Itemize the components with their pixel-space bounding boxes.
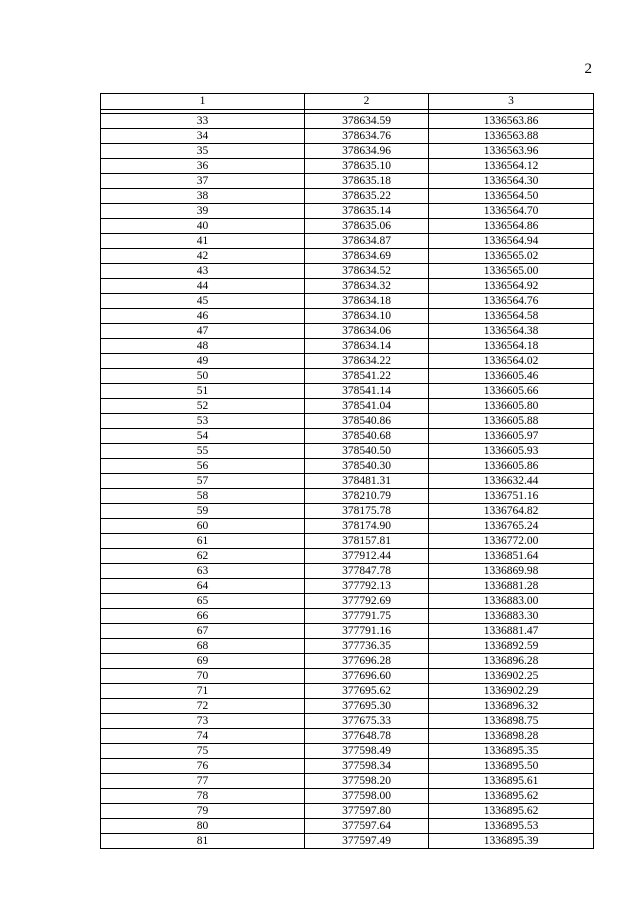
cell-y-coordinate: 1336565.00 — [429, 264, 594, 279]
cell-y-coordinate: 1336883.30 — [429, 609, 594, 624]
table-row — [101, 189, 594, 204]
cell-point-number: 67 — [101, 624, 305, 639]
table-row — [101, 534, 594, 549]
cell-x-coordinate: 378634.32 — [305, 279, 429, 294]
cell-point-number: 70 — [101, 669, 305, 684]
cell-x-coordinate: 378634.18 — [305, 294, 429, 309]
cell-x-coordinate: 377792.69 — [305, 594, 429, 609]
table-row — [101, 294, 594, 309]
cell-point-number: 59 — [101, 504, 305, 519]
cell-y-coordinate: 1336564.30 — [429, 174, 594, 189]
cell-point-number: 69 — [101, 654, 305, 669]
cell-x-coordinate: 377598.49 — [305, 744, 429, 759]
table-row — [101, 474, 594, 489]
cell-x-coordinate: 378634.87 — [305, 234, 429, 249]
cell-x-coordinate: 378634.76 — [305, 129, 429, 144]
table-row — [101, 654, 594, 669]
table-row — [101, 264, 594, 279]
table-row — [101, 789, 594, 804]
cell-x-coordinate: 377598.20 — [305, 774, 429, 789]
cell-point-number: 41 — [101, 234, 305, 249]
cell-y-coordinate: 1336564.18 — [429, 339, 594, 354]
table-row — [101, 249, 594, 264]
table-row — [101, 429, 594, 444]
cell-y-coordinate: 1336564.02 — [429, 354, 594, 369]
table-row — [101, 594, 594, 609]
cell-y-coordinate: 1336605.46 — [429, 369, 594, 384]
table-row — [101, 609, 594, 624]
cell-x-coordinate: 377695.30 — [305, 699, 429, 714]
header-cell-y: 3 — [429, 94, 594, 110]
table-row — [101, 324, 594, 339]
cell-point-number: 40 — [101, 219, 305, 234]
cell-point-number: 66 — [101, 609, 305, 624]
cell-y-coordinate: 1336605.97 — [429, 429, 594, 444]
cell-x-coordinate: 378634.59 — [305, 114, 429, 129]
table-row — [101, 549, 594, 564]
cell-y-coordinate: 1336892.59 — [429, 639, 594, 654]
table-row — [101, 399, 594, 414]
cell-point-number: 75 — [101, 744, 305, 759]
cell-y-coordinate: 1336881.28 — [429, 579, 594, 594]
cell-point-number: 55 — [101, 444, 305, 459]
cell-y-coordinate: 1336764.82 — [429, 504, 594, 519]
cell-y-coordinate: 1336563.88 — [429, 129, 594, 144]
cell-x-coordinate: 378157.81 — [305, 534, 429, 549]
cell-point-number: 62 — [101, 549, 305, 564]
cell-x-coordinate: 378481.31 — [305, 474, 429, 489]
cell-point-number: 68 — [101, 639, 305, 654]
cell-y-coordinate: 1336564.70 — [429, 204, 594, 219]
table-row — [101, 174, 594, 189]
cell-x-coordinate: 378540.68 — [305, 429, 429, 444]
cell-y-coordinate: 1336605.93 — [429, 444, 594, 459]
cell-y-coordinate: 1336605.88 — [429, 414, 594, 429]
cell-y-coordinate: 1336772.00 — [429, 534, 594, 549]
cell-x-coordinate: 378634.69 — [305, 249, 429, 264]
cell-point-number: 52 — [101, 399, 305, 414]
table-row — [101, 384, 594, 399]
cell-point-number: 51 — [101, 384, 305, 399]
cell-y-coordinate: 1336895.39 — [429, 834, 594, 849]
coordinates-table — [100, 93, 594, 849]
cell-x-coordinate: 378540.86 — [305, 414, 429, 429]
cell-x-coordinate: 378635.10 — [305, 159, 429, 174]
table-row — [101, 774, 594, 789]
cell-x-coordinate: 377736.35 — [305, 639, 429, 654]
cell-point-number: 80 — [101, 819, 305, 834]
cell-x-coordinate: 378541.14 — [305, 384, 429, 399]
table-row — [101, 459, 594, 474]
cell-x-coordinate: 377675.33 — [305, 714, 429, 729]
table-row — [101, 369, 594, 384]
cell-point-number: 39 — [101, 204, 305, 219]
cell-y-coordinate: 1336896.32 — [429, 699, 594, 714]
cell-point-number: 50 — [101, 369, 305, 384]
table-row — [101, 489, 594, 504]
cell-point-number: 47 — [101, 324, 305, 339]
cell-y-coordinate: 1336563.86 — [429, 114, 594, 129]
table-row — [101, 114, 594, 129]
cell-point-number: 61 — [101, 534, 305, 549]
cell-x-coordinate: 378635.18 — [305, 174, 429, 189]
table-row — [101, 159, 594, 174]
cell-y-coordinate: 1336564.94 — [429, 234, 594, 249]
cell-point-number: 73 — [101, 714, 305, 729]
table-row — [101, 819, 594, 834]
cell-point-number: 43 — [101, 264, 305, 279]
table-row — [101, 639, 594, 654]
table-row — [101, 579, 594, 594]
table-row — [101, 309, 594, 324]
table-row — [101, 729, 594, 744]
cell-y-coordinate: 1336895.62 — [429, 789, 594, 804]
table-row — [101, 684, 594, 699]
cell-point-number: 37 — [101, 174, 305, 189]
cell-x-coordinate: 378175.78 — [305, 504, 429, 519]
header-cell-point-number: 1 — [101, 94, 305, 110]
table-row — [101, 699, 594, 714]
cell-x-coordinate: 378634.10 — [305, 309, 429, 324]
cell-x-coordinate: 377791.16 — [305, 624, 429, 639]
cell-x-coordinate: 377696.28 — [305, 654, 429, 669]
cell-y-coordinate: 1336564.12 — [429, 159, 594, 174]
cell-x-coordinate: 377696.60 — [305, 669, 429, 684]
cell-y-coordinate: 1336869.98 — [429, 564, 594, 579]
page-number: 2 — [584, 61, 592, 77]
cell-point-number: 46 — [101, 309, 305, 324]
cell-y-coordinate: 1336881.47 — [429, 624, 594, 639]
cell-x-coordinate: 377598.34 — [305, 759, 429, 774]
cell-point-number: 77 — [101, 774, 305, 789]
cell-x-coordinate: 378634.52 — [305, 264, 429, 279]
cell-y-coordinate: 1336632.44 — [429, 474, 594, 489]
cell-y-coordinate: 1336564.92 — [429, 279, 594, 294]
cell-point-number: 58 — [101, 489, 305, 504]
cell-point-number: 81 — [101, 834, 305, 849]
table-row — [101, 744, 594, 759]
cell-x-coordinate: 377597.64 — [305, 819, 429, 834]
cell-x-coordinate: 378540.30 — [305, 459, 429, 474]
cell-point-number: 60 — [101, 519, 305, 534]
cell-y-coordinate: 1336564.76 — [429, 294, 594, 309]
table-row — [101, 759, 594, 774]
cell-x-coordinate: 377791.75 — [305, 609, 429, 624]
table-row — [101, 714, 594, 729]
table-row — [101, 834, 594, 849]
cell-x-coordinate: 377792.13 — [305, 579, 429, 594]
header-cell-x: 2 — [305, 94, 429, 110]
cell-point-number: 63 — [101, 564, 305, 579]
cell-x-coordinate: 378635.22 — [305, 189, 429, 204]
cell-point-number: 79 — [101, 804, 305, 819]
cell-point-number: 35 — [101, 144, 305, 159]
table-row — [101, 414, 594, 429]
cell-y-coordinate: 1336765.24 — [429, 519, 594, 534]
table-row — [101, 234, 594, 249]
cell-x-coordinate: 378634.06 — [305, 324, 429, 339]
cell-point-number: 48 — [101, 339, 305, 354]
cell-point-number: 44 — [101, 279, 305, 294]
cell-point-number: 38 — [101, 189, 305, 204]
cell-y-coordinate: 1336605.86 — [429, 459, 594, 474]
cell-point-number: 33 — [101, 114, 305, 129]
cell-y-coordinate: 1336564.58 — [429, 309, 594, 324]
cell-y-coordinate: 1336895.53 — [429, 819, 594, 834]
table-row — [101, 519, 594, 534]
cell-point-number: 49 — [101, 354, 305, 369]
cell-y-coordinate: 1336605.80 — [429, 399, 594, 414]
table-row — [101, 444, 594, 459]
cell-x-coordinate: 377597.80 — [305, 804, 429, 819]
cell-y-coordinate: 1336565.02 — [429, 249, 594, 264]
cell-point-number: 76 — [101, 759, 305, 774]
cell-y-coordinate: 1336895.62 — [429, 804, 594, 819]
cell-x-coordinate: 377648.78 — [305, 729, 429, 744]
cell-x-coordinate: 378634.96 — [305, 144, 429, 159]
cell-y-coordinate: 1336902.25 — [429, 669, 594, 684]
cell-point-number: 54 — [101, 429, 305, 444]
cell-y-coordinate: 1336898.28 — [429, 729, 594, 744]
cell-y-coordinate: 1336605.66 — [429, 384, 594, 399]
cell-y-coordinate: 1336895.35 — [429, 744, 594, 759]
cell-x-coordinate: 378174.90 — [305, 519, 429, 534]
cell-y-coordinate: 1336563.96 — [429, 144, 594, 159]
cell-y-coordinate: 1336564.50 — [429, 189, 594, 204]
table-header-row — [101, 94, 594, 110]
cell-y-coordinate: 1336898.75 — [429, 714, 594, 729]
table-row — [101, 804, 594, 819]
cell-x-coordinate: 377847.78 — [305, 564, 429, 579]
cell-x-coordinate: 377695.62 — [305, 684, 429, 699]
cell-point-number: 36 — [101, 159, 305, 174]
cell-y-coordinate: 1336902.29 — [429, 684, 594, 699]
cell-x-coordinate: 377597.49 — [305, 834, 429, 849]
table-row — [101, 279, 594, 294]
cell-x-coordinate: 378634.14 — [305, 339, 429, 354]
cell-y-coordinate: 1336896.28 — [429, 654, 594, 669]
cell-point-number: 71 — [101, 684, 305, 699]
cell-y-coordinate: 1336564.86 — [429, 219, 594, 234]
cell-x-coordinate: 378541.22 — [305, 369, 429, 384]
cell-x-coordinate: 378210.79 — [305, 489, 429, 504]
cell-x-coordinate: 378635.06 — [305, 219, 429, 234]
cell-point-number: 78 — [101, 789, 305, 804]
cell-x-coordinate: 377598.00 — [305, 789, 429, 804]
table-row — [101, 339, 594, 354]
cell-y-coordinate: 1336895.50 — [429, 759, 594, 774]
table-row — [101, 504, 594, 519]
table-row — [101, 204, 594, 219]
cell-point-number: 45 — [101, 294, 305, 309]
cell-x-coordinate: 378541.04 — [305, 399, 429, 414]
cell-x-coordinate: 377912.44 — [305, 549, 429, 564]
cell-point-number: 34 — [101, 129, 305, 144]
table-row — [101, 564, 594, 579]
cell-y-coordinate: 1336883.00 — [429, 594, 594, 609]
cell-y-coordinate: 1336895.61 — [429, 774, 594, 789]
cell-point-number: 65 — [101, 594, 305, 609]
cell-y-coordinate: 1336751.16 — [429, 489, 594, 504]
cell-point-number: 53 — [101, 414, 305, 429]
cell-y-coordinate: 1336851.64 — [429, 549, 594, 564]
cell-x-coordinate: 378634.22 — [305, 354, 429, 369]
cell-x-coordinate: 378635.14 — [305, 204, 429, 219]
cell-x-coordinate: 378540.50 — [305, 444, 429, 459]
cell-point-number: 72 — [101, 699, 305, 714]
table-row — [101, 624, 594, 639]
table-row — [101, 354, 594, 369]
cell-y-coordinate: 1336564.38 — [429, 324, 594, 339]
table-row — [101, 129, 594, 144]
cell-point-number: 42 — [101, 249, 305, 264]
table-row — [101, 669, 594, 684]
cell-point-number: 57 — [101, 474, 305, 489]
table-row — [101, 144, 594, 159]
cell-point-number: 64 — [101, 579, 305, 594]
table-row — [101, 219, 594, 234]
cell-point-number: 74 — [101, 729, 305, 744]
cell-point-number: 56 — [101, 459, 305, 474]
